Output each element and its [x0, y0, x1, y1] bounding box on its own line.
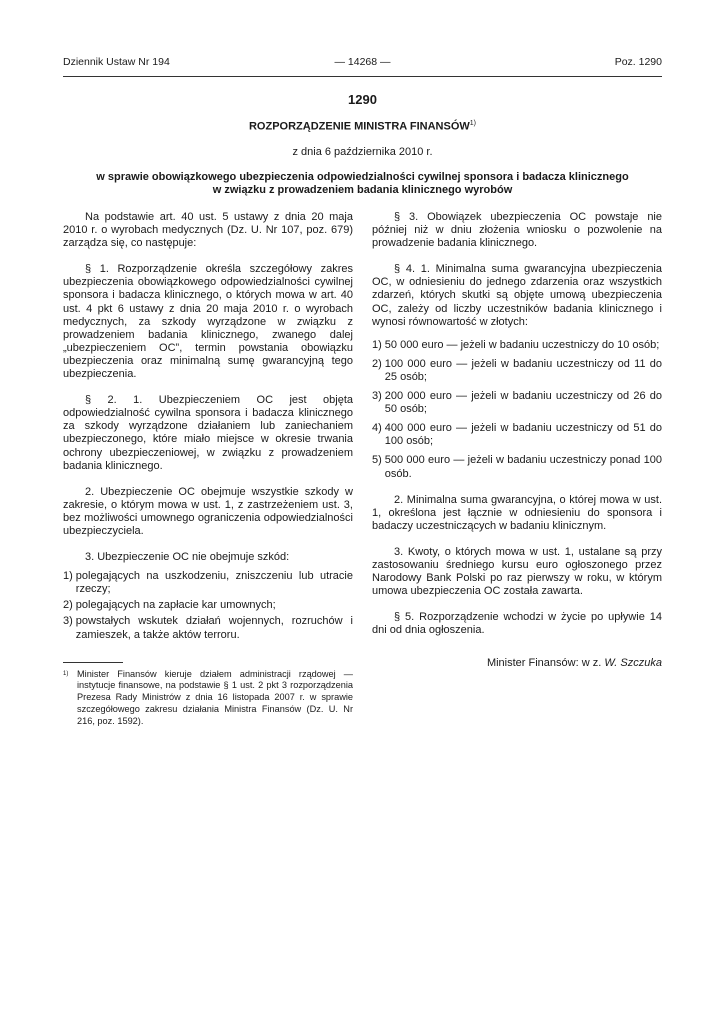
title-footnote-mark: 1): [469, 120, 477, 127]
paragraph-2-1: § 2. 1. Ubezpieczeniem OC jest objęta odpowiedzialność cywilna sponsora i badacza klinicznego za szkody wyrządzone działaniem lub zaniechaniem ubezpieczonego, które miało miejsce w okresie trwania ochrony ubezpieczeniowej, w związku z prowadzeniem badania klinicznego.: [63, 394, 353, 472]
list-item: [372, 390, 662, 416]
act-subject: [63, 171, 662, 197]
paragraph-4-3: 3. Kwoty, o których mowa w ust. 1, ustalane są przy zastosowaniu średniego kursu euro ogłoszonego przez Narodowy Bank Polski po raz pierwszy w roku, w którym umowa ubezpieczenia OC została zawarta.: [372, 545, 662, 598]
page-header: [63, 56, 662, 72]
footnote-divider: [63, 662, 123, 663]
list-item-number: 2): [372, 357, 382, 370]
list-item-text: polegających na zapłacie kar umownych;: [75, 599, 276, 612]
paragraph-2-2: 2. Ubezpieczenie OC obejmuje wszystkie szkody w zakresie, o którym mowa w ust. 1, z zastrzeżeniem ust. 3, bez możliwości umownego ograniczenia odpowiedzialności ubezpieczyciela.: [63, 485, 353, 537]
paragraph-4-1: § 4. 1. Minimalna suma gwarancyjna ubezpieczenia OC, w odniesieniu do jednego zdarzenia oraz wszystkich zdarzeń, których skutki są objęte umową ubezpieczenia OC, zależy od liczby uczestników badania klinicznego i wynosi równowartość w złotych:: [372, 263, 662, 328]
footnote-mark: [63, 669, 77, 728]
footnote: [63, 669, 353, 728]
list-item: [372, 339, 662, 352]
act-subject-line-1: w sprawie obowiązkowego ubezpieczenia odpowiedzialności cywilnej sponsora i badacza klinicznego: [96, 171, 629, 183]
left-column: [63, 211, 353, 728]
list-item-text: 500 000 euro — jeżeli w badaniu uczestniczy ponad 100 osób.: [384, 454, 662, 480]
list-item: [63, 570, 353, 596]
act-title: [0, 120, 725, 133]
list-item-number: 3): [372, 390, 382, 403]
act-title-text: ROZPORZĄDZENIE MINISTRA FINANSÓW: [248, 120, 470, 133]
paragraph-1: § 1. Rozporządzenie określa szczegółowy zakres ubezpieczenia obowiązkowego odpowiedzialności cywilnej sponsora i badacza klinicznego, o których mowa w art. 40 ust. 4 pkt 6 ustawy z dnia 20 maja 2010 r. o wyrobach medycznych, za szkody wyrządzone w związku z prowadzeniem badania klinicznego, zwanego dalej „ubezpieczeniem OC”, termin powstania obowiązku ubezpieczenia oraz minimalną sumę gwarancyjną tego ubezpieczenia.: [63, 263, 353, 381]
footnote-text: Minister Finansów kieruje działem administracji rządowej — instytucje finansowe, na podstawie § 1 ust. 2 pkt 3 rozporządzenia Prezesa Rady Ministrów z dnia 16 listopada 2007 r. w sprawie szczegółowego zakresu działania Ministra Finansów (Dz. U. Nr 216, poz. 1592).: [77, 668, 353, 726]
list-item: [63, 615, 353, 641]
exclusions-list: [63, 570, 353, 641]
footnote-mark-sup: 1): [63, 670, 69, 677]
list-item: [372, 358, 662, 384]
signature: [372, 657, 662, 670]
list-item-text: 200 000 euro — jeżeli w badaniu uczestniczy od 26 do 50 osób;: [384, 390, 662, 416]
list-item: [372, 454, 662, 480]
header-divider: [63, 76, 662, 77]
list-item: [63, 599, 353, 612]
act-subject-line-2: w związku z prowadzeniem badania klinicznego wyrobów: [212, 184, 513, 196]
list-item-number: 1): [372, 338, 382, 351]
journal-name: Dziennik Ustaw Nr 194: [63, 56, 170, 68]
position-number: Poz. 1290: [614, 56, 662, 68]
list-item-number: 1): [63, 570, 73, 583]
right-column: [372, 211, 662, 671]
page-number: — 14268 —: [334, 56, 391, 68]
signature-label: Minister Finansów: w z.: [486, 657, 602, 670]
list-item-number: 4): [372, 422, 382, 435]
list-item-text: 50 000 euro — jeżeli w badaniu uczestniczy do 10 osób;: [384, 338, 660, 351]
list-item-text: 100 000 euro — jeżeli w badaniu uczestniczy od 11 do 25 osób;: [384, 357, 662, 383]
paragraph-5: § 5. Rozporządzenie wchodzi w życie po upływie 14 dni od dnia ogłoszenia.: [372, 611, 662, 637]
paragraph-2-3: 3. Ubezpieczenie OC nie obejmuje szkód:: [85, 551, 290, 564]
sum-list: [372, 339, 662, 481]
list-item-text: 400 000 euro — jeżeli w badaniu uczestniczy od 51 do 100 osób;: [384, 422, 662, 448]
list-item-number: 3): [63, 615, 73, 628]
act-number: 1290: [348, 92, 377, 107]
act-date: z dnia 6 października 2010 r.: [292, 146, 433, 158]
intro-paragraph: Na podstawie art. 40 ust. 5 ustawy z dnia 20 maja 2010 r. o wyrobach medycznych (Dz. U. Nr 107, poz. 679) zarządza się, co następuje:: [63, 211, 353, 250]
paragraph-4-2: 2. Minimalna suma gwarancyjna, o której mowa w ust. 1, określona jest łącznie w odniesieniu do sponsora i badaczy uczestniczących w badaniu klinicznym.: [372, 493, 662, 532]
list-item-number: 5): [372, 454, 382, 467]
list-item-text: powstałych wskutek działań wojennych, rozruchów i zamieszek, a także aktów terroru.: [75, 615, 353, 641]
signature-name: W. Szczuka: [604, 657, 662, 670]
paragraph-3: § 3. Obowiązek ubezpieczenia OC powstaje nie później niż w dniu złożenia wniosku o pozwolenie na prowadzenie badania klinicznego.: [372, 211, 662, 250]
list-item-text: polegających na uszkodzeniu, zniszczeniu lub utracie rzeczy;: [75, 570, 353, 596]
list-item: [372, 422, 662, 448]
list-item-number: 2): [63, 599, 73, 612]
